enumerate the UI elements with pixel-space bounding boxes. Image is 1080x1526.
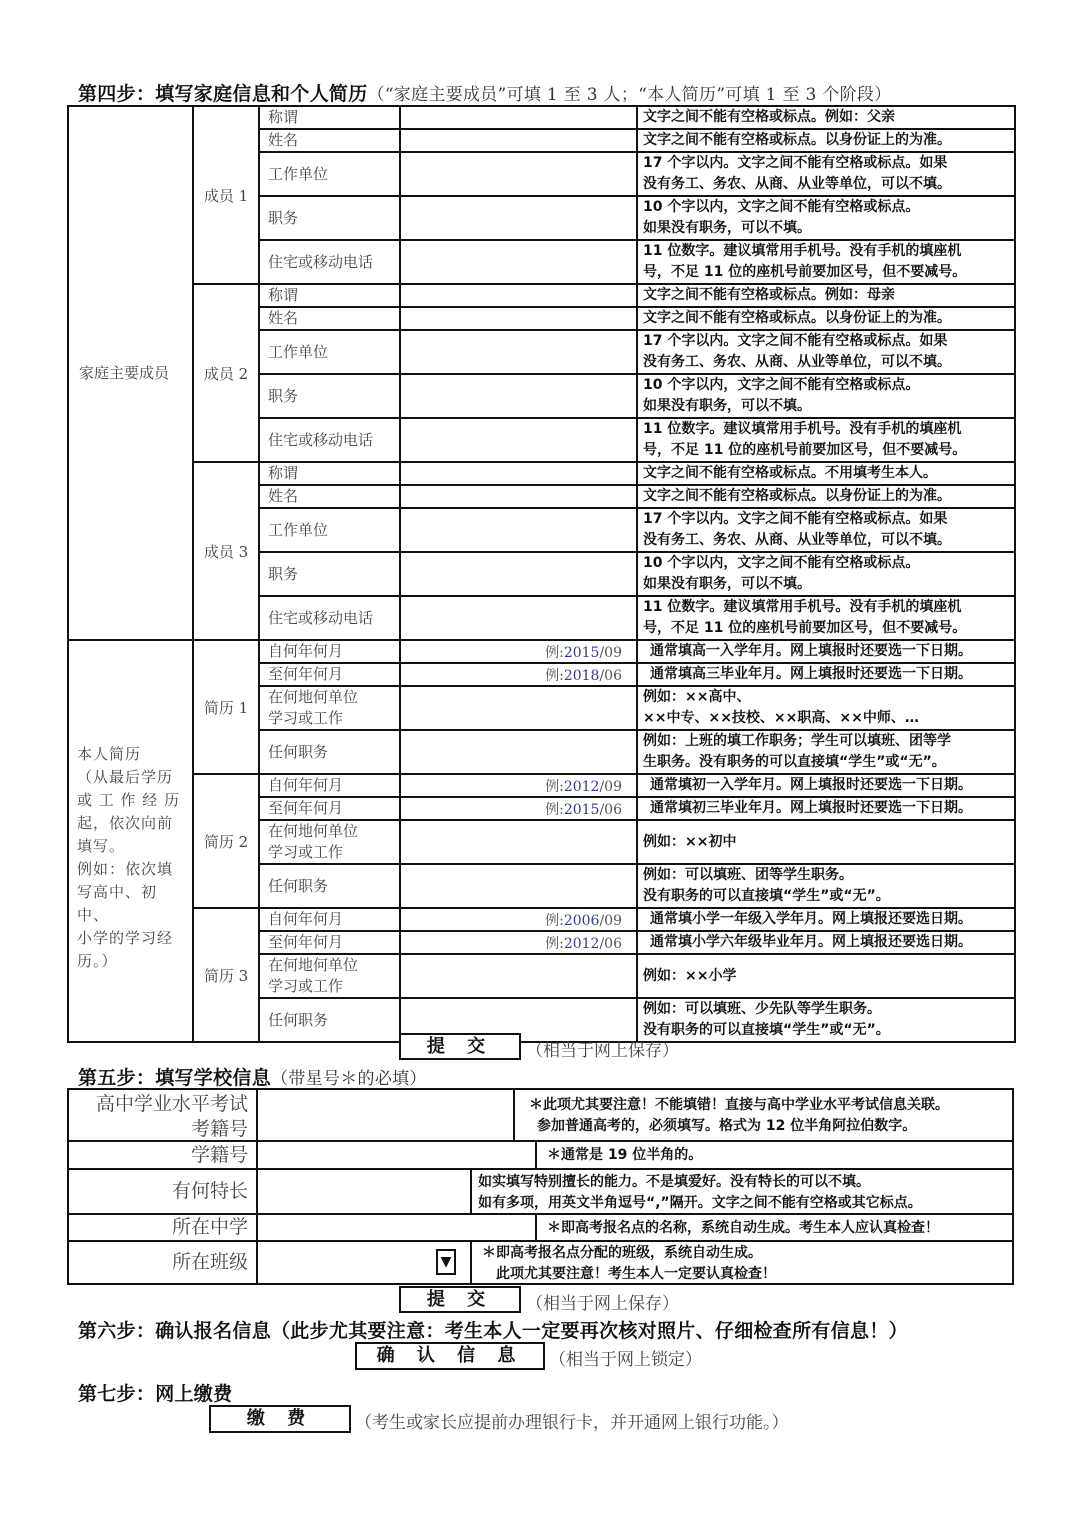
- field-label-text: 职务: [268, 208, 299, 227]
- field-label: [259, 196, 400, 240]
- example-year: 2012: [563, 778, 600, 795]
- field-tip: [637, 240, 1015, 284]
- field-input[interactable]: [400, 552, 637, 596]
- exam-id-label-line1: 高中学业水平考试: [95, 1093, 248, 1115]
- resume-side-label-line: （从最后学历: [77, 768, 174, 786]
- resume-group-label: 简历 2: [193, 774, 259, 908]
- field-tip-line: 通常填小学一年级入学年月。网上填报还要选日期。: [650, 911, 972, 927]
- member-row: [68, 106, 1015, 129]
- field-label-text: 学习或工作: [268, 709, 344, 727]
- field-tip: [637, 954, 1015, 998]
- field-input[interactable]: [400, 864, 637, 908]
- field-tip-line: 例如：××初中: [643, 833, 737, 850]
- member-group-label: 成员 2: [193, 284, 259, 462]
- field-input[interactable]: [400, 106, 637, 129]
- field-input[interactable]: [400, 931, 637, 954]
- field-label-text: 自何年何月: [268, 642, 344, 660]
- step4-title: 第四步：填写家庭信息和个人简历: [78, 83, 368, 105]
- field-tip: [637, 418, 1015, 462]
- member-group-label: 成员 1: [193, 106, 259, 284]
- field-label: [259, 485, 400, 508]
- field-label-text: 至何年何月: [268, 665, 344, 683]
- resume-row: [68, 908, 1015, 931]
- resume-label: [68, 640, 193, 1042]
- field-label: [259, 152, 400, 196]
- field-tip-line: 如果没有职务，可以不填。: [643, 398, 811, 414]
- resume-side-label-line: 历。）: [77, 952, 118, 970]
- field-tip: [637, 485, 1015, 508]
- field-tip-line: 11 位数字。建议填常用手机号。没有手机的填座机: [643, 421, 962, 437]
- example-month: /06: [599, 935, 622, 952]
- field-tip-line: 例如：××小学: [643, 967, 737, 984]
- field-input[interactable]: [400, 954, 637, 998]
- field-label-text: 姓名: [268, 309, 299, 327]
- field-tip-line: 11 位数字。建议填常用手机号。没有手机的填座机: [643, 243, 962, 259]
- example-month: /06: [599, 801, 622, 818]
- high-school-input[interactable]: [256, 1213, 537, 1242]
- field-tip-line: 例如：可以填班、团等学生职务。: [643, 867, 853, 883]
- exam-id-label: [67, 1088, 258, 1142]
- field-tip: [637, 307, 1015, 330]
- step4-note: （“家庭主要成员”可填 1 至 3 人；“本人简历”可填 1 至 3 个阶段）: [367, 85, 892, 105]
- field-tip-line: 生职务。没有职务的可以直接填“学生”或“无”。: [643, 754, 946, 770]
- resume-row: [68, 640, 1015, 663]
- field-label-text: 住宅或移动电话: [268, 252, 374, 271]
- field-tip-line: 文字之间不能有空格或标点。以身份证上的为准。: [643, 132, 951, 148]
- field-tip: [637, 106, 1015, 129]
- field-tip-line: 通常填高一入学年月。网上填报时还要选一下日期。: [650, 643, 972, 659]
- field-tip-line: 没有务工、务农、从商、从业等单位，可以不填。: [643, 176, 951, 192]
- field-tip: [637, 330, 1015, 374]
- high-school-tip: ＊即高考报名点的名称，系统自动生成。考生本人应认真检查！: [535, 1213, 1014, 1242]
- example-year: 2006: [563, 912, 600, 929]
- step7-title: 第七步：网上缴费: [78, 1383, 233, 1405]
- field-tip-line: 文字之间不能有空格或标点。例如：母亲: [643, 287, 895, 303]
- field-tip: [637, 374, 1015, 418]
- member-row: [68, 284, 1015, 307]
- resume-side-label-line: 本人简历: [77, 745, 142, 763]
- field-tip-line: 例如：上班的填工作职务；学生可以填班、团等学: [643, 733, 951, 749]
- field-input[interactable]: [400, 240, 637, 284]
- field-tip-line: 17 个字以内。文字之间不能有空格或标点。如果: [643, 511, 948, 527]
- field-tip-line: 号，不足 11 位的座机号前要加区号，但不要减号。: [643, 620, 967, 636]
- step5-title: 第五步：填写学校信息: [78, 1067, 272, 1089]
- field-input[interactable]: [400, 129, 637, 152]
- field-input[interactable]: [400, 686, 637, 730]
- field-label-text: 称谓: [268, 464, 299, 482]
- field-label: [259, 307, 400, 330]
- field-tip-line: 如果没有职务，可以不填。: [643, 576, 811, 592]
- field-tip: [637, 820, 1015, 864]
- field-label-text: 称谓: [268, 108, 299, 126]
- exam-id-tip: [513, 1088, 1014, 1142]
- field-label: [259, 686, 400, 730]
- field-tip: [637, 663, 1015, 686]
- step4-submit-note: （相当于网上保存）: [526, 1041, 679, 1061]
- family-resume-table: [67, 105, 1016, 1043]
- chevron-down-icon[interactable]: ▼: [436, 1249, 456, 1275]
- step5-note: （带星号＊的必填）: [271, 1069, 427, 1089]
- example-year: 2015: [563, 801, 600, 818]
- field-tip-line: 如果没有职务，可以不填。: [643, 220, 811, 236]
- example-month: /06: [599, 667, 622, 684]
- field-label: [259, 864, 400, 908]
- field-label-text: 在何地何单位: [268, 822, 359, 840]
- field-tip: [637, 864, 1015, 908]
- field-label: [259, 284, 400, 307]
- field-tip-line: 通常填高三毕业年月。网上填报时还要选一下日期。: [650, 666, 972, 682]
- field-input[interactable]: [400, 908, 637, 931]
- field-tip: [637, 152, 1015, 196]
- field-tip-line: 例如：××高中、: [643, 689, 751, 705]
- field-label-text: 职务: [268, 564, 299, 583]
- field-tip-line: 10 个字以内，文字之间不能有空格或标点。: [643, 199, 920, 215]
- confirm-info-note: （相当于网上锁定）: [549, 1350, 702, 1370]
- resume-side-label-line: 或 工 作 经 历: [77, 791, 181, 809]
- field-tip-line: 10 个字以内，文字之间不能有空格或标点。: [643, 377, 920, 393]
- class-tip: [470, 1240, 1014, 1285]
- field-label: [259, 797, 400, 820]
- class-tip-line2: 此项尤其要注意！考生本人一定要认真检查！: [496, 1266, 776, 1282]
- student-id-tip: ＊通常是 19 位半角的。: [535, 1140, 1014, 1170]
- pay-button[interactable]: 缴 费: [209, 1405, 351, 1433]
- field-label-text: 在何地何单位: [268, 956, 359, 974]
- field-label: [259, 240, 400, 284]
- field-label-text: 自何年何月: [268, 776, 344, 794]
- field-label-text: 任何职务: [268, 876, 329, 895]
- field-input[interactable]: [400, 596, 637, 640]
- field-label: [259, 418, 400, 462]
- step6-title: 第六步：确认报名信息（此步尤其要注意：考生本人一定要再次核对照片、仔细检查所有信息！）: [78, 1320, 908, 1342]
- field-tip-line: 没有务工、务农、从商、从业等单位，可以不填。: [643, 354, 951, 370]
- field-label: [259, 552, 400, 596]
- resume-side-label-line: 起，依次向前: [77, 814, 174, 832]
- field-input[interactable]: [400, 774, 637, 797]
- specialty-input[interactable]: [256, 1168, 472, 1215]
- field-label-text: 任何职务: [268, 1010, 329, 1029]
- field-tip-line: 通常填小学六年级毕业年月。网上填报还要选日期。: [650, 934, 972, 950]
- specialty-label: 有何特长: [67, 1168, 258, 1215]
- confirm-info-button[interactable]: 确 认 信 息: [355, 1342, 545, 1370]
- field-label-text: 至何年何月: [268, 933, 344, 951]
- resume-row: [68, 774, 1015, 797]
- field-tip-line: 通常填初一入学年月。网上填报时还要选一下日期。: [650, 777, 972, 793]
- field-tip: [637, 640, 1015, 663]
- field-input[interactable]: [400, 284, 637, 307]
- field-tip-line: 没有务工、务农、从商、从业等单位，可以不填。: [643, 532, 951, 548]
- field-label-text: 姓名: [268, 131, 299, 149]
- example-year: 2018: [563, 667, 600, 684]
- field-tip-line: 通常填初三毕业年月。网上填报时还要选一下日期。: [650, 800, 972, 816]
- example-month: /09: [599, 778, 622, 795]
- field-tip: [637, 797, 1015, 820]
- field-label: [259, 462, 400, 485]
- field-label: [259, 908, 400, 931]
- field-tip-line: 例如：可以填班、少先队等学生职务。: [643, 1001, 881, 1017]
- field-tip: [637, 129, 1015, 152]
- member-group-label: 成员 3: [193, 462, 259, 640]
- field-input[interactable]: [400, 374, 637, 418]
- specialty-tip: [470, 1168, 1014, 1215]
- field-label-text: 任何职务: [268, 742, 329, 761]
- field-label-text: 工作单位: [268, 342, 329, 361]
- step5-submit-button[interactable]: 提 交: [399, 1286, 521, 1313]
- field-tip-line: 文字之间不能有空格或标点。例如：父亲: [643, 109, 895, 125]
- student-id-label: 学籍号: [67, 1140, 258, 1170]
- pay-note: （考生或家长应提前办理银行卡，并开通网上银行功能。）: [355, 1413, 789, 1433]
- field-tip-line: 17 个字以内。文字之间不能有空格或标点。如果: [643, 155, 948, 171]
- class-label: 所在班级: [67, 1240, 258, 1285]
- specialty-tip-line1: 如实填写特别擅长的能力。不是填爱好。没有特长的可以不填。: [478, 1174, 870, 1190]
- example-prefix: 例:: [545, 644, 564, 661]
- field-label-text: 工作单位: [268, 164, 329, 183]
- high-school-label: 所在中学: [67, 1213, 258, 1242]
- field-label: [259, 998, 400, 1042]
- field-label: [259, 931, 400, 954]
- resume-group-label: 简历 3: [193, 908, 259, 1042]
- field-tip: [637, 931, 1015, 954]
- field-tip: [637, 998, 1015, 1042]
- exam-id-tip-line2: 参加普通高考的，必须填写。格式为 12 位半角阿拉伯数字。: [537, 1118, 917, 1134]
- field-label-text: 住宅或移动电话: [268, 608, 374, 627]
- field-tip-line: 11 位数字。建议填常用手机号。没有手机的填座机: [643, 599, 962, 615]
- resume-side-label-line: 填写。: [77, 837, 126, 855]
- example-prefix: 例:: [545, 912, 564, 929]
- field-input[interactable]: [400, 418, 637, 462]
- field-input[interactable]: [400, 663, 637, 686]
- field-label-text: 称谓: [268, 286, 299, 304]
- example-month: /09: [599, 912, 622, 929]
- field-input[interactable]: [400, 820, 637, 864]
- field-label-text: 学习或工作: [268, 843, 344, 861]
- field-tip: [637, 284, 1015, 307]
- field-tip: [637, 686, 1015, 730]
- field-tip-line: 文字之间不能有空格或标点。以身份证上的为准。: [643, 310, 951, 326]
- field-tip-line: 没有职务的可以直接填“学生”或“无”。: [643, 888, 890, 904]
- exam-id-tip-line1: ＊此项尤其要注意！不能填错！直接与高中学业水平考试信息关联。: [529, 1097, 949, 1113]
- field-tip: [637, 508, 1015, 552]
- field-label: [259, 129, 400, 152]
- field-input[interactable]: [400, 485, 637, 508]
- field-tip-line: 没有职务的可以直接填“学生”或“无”。: [643, 1022, 890, 1038]
- field-tip: [637, 552, 1015, 596]
- field-input[interactable]: [400, 640, 637, 663]
- example-year: 2015: [563, 644, 600, 661]
- resume-side-label-line: 写高中、初中、: [77, 883, 158, 924]
- field-label: [259, 774, 400, 797]
- field-tip-line: 号，不足 11 位的座机号前要加区号，但不要减号。: [643, 442, 967, 458]
- field-tip-line: 文字之间不能有空格或标点。以身份证上的为准。: [643, 488, 951, 504]
- field-label-text: 在何地何单位: [268, 688, 359, 706]
- step5-heading: [78, 1063, 427, 1090]
- step5-submit-note: （相当于网上保存）: [526, 1294, 679, 1314]
- example-prefix: 例:: [545, 778, 564, 795]
- field-input[interactable]: [400, 730, 637, 774]
- field-label: [259, 330, 400, 374]
- field-label-text: 住宅或移动电话: [268, 430, 374, 449]
- field-label: [259, 820, 400, 864]
- field-label-text: 工作单位: [268, 520, 329, 539]
- field-label-text: 职务: [268, 386, 299, 405]
- class-tip-line1: ＊即高考报名点分配的班级，系统自动生成。: [482, 1245, 762, 1261]
- field-tip: [637, 196, 1015, 240]
- step4-heading: [78, 79, 891, 106]
- exam-id-label-line2: 考籍号: [190, 1118, 248, 1140]
- field-label-text: 自何年何月: [268, 910, 344, 928]
- field-label: [259, 374, 400, 418]
- student-id-input[interactable]: [256, 1140, 537, 1170]
- resume-group-label: 简历 1: [193, 640, 259, 774]
- field-label: [259, 106, 400, 129]
- field-label: [259, 730, 400, 774]
- field-input[interactable]: [400, 508, 637, 552]
- step4-submit-button[interactable]: 提 交: [399, 1033, 521, 1060]
- family-members-label: 家庭主要成员: [68, 106, 193, 640]
- field-tip-line: 文字之间不能有空格或标点。不用填考生本人。: [643, 465, 937, 481]
- field-input[interactable]: [400, 307, 637, 330]
- example-prefix: 例:: [545, 801, 564, 818]
- example-month: /09: [599, 644, 622, 661]
- field-label-text: 至何年何月: [268, 799, 344, 817]
- field-label-text: 学习或工作: [268, 977, 344, 995]
- specialty-tip-line2: 如有多项，用英文半角逗号“,”隔开。文字之间不能有空格或其它标点。: [478, 1195, 922, 1211]
- field-label-text: 姓名: [268, 487, 299, 505]
- field-label: [259, 640, 400, 663]
- resume-side-label-line: 例如：依次填: [77, 860, 174, 878]
- field-tip: [637, 596, 1015, 640]
- field-tip: [637, 908, 1015, 931]
- field-input[interactable]: [400, 196, 637, 240]
- example-prefix: 例:: [545, 667, 564, 684]
- field-label: [259, 663, 400, 686]
- field-label: [259, 508, 400, 552]
- field-tip-line: 17 个字以内。文字之间不能有空格或标点。如果: [643, 333, 948, 349]
- field-tip: [637, 730, 1015, 774]
- example-year: 2012: [563, 935, 600, 952]
- member-row: [68, 462, 1015, 485]
- field-input[interactable]: [400, 330, 637, 374]
- field-tip-line: 10 个字以内，文字之间不能有空格或标点。: [643, 555, 920, 571]
- field-label: [259, 954, 400, 998]
- field-tip-line: 号，不足 11 位的座机号前要加区号，但不要减号。: [643, 264, 967, 280]
- field-tip: [637, 774, 1015, 797]
- field-input[interactable]: [400, 797, 637, 820]
- example-prefix: 例:: [545, 935, 564, 952]
- field-tip: [637, 462, 1015, 485]
- exam-id-input[interactable]: [256, 1088, 515, 1142]
- field-input[interactable]: [400, 152, 637, 196]
- field-label: [259, 596, 400, 640]
- field-input[interactable]: [400, 462, 637, 485]
- resume-side-label-line: 小学的学习经: [77, 929, 174, 947]
- field-tip-line: ××中专、××技校、××职高、××中师、…: [643, 710, 919, 726]
